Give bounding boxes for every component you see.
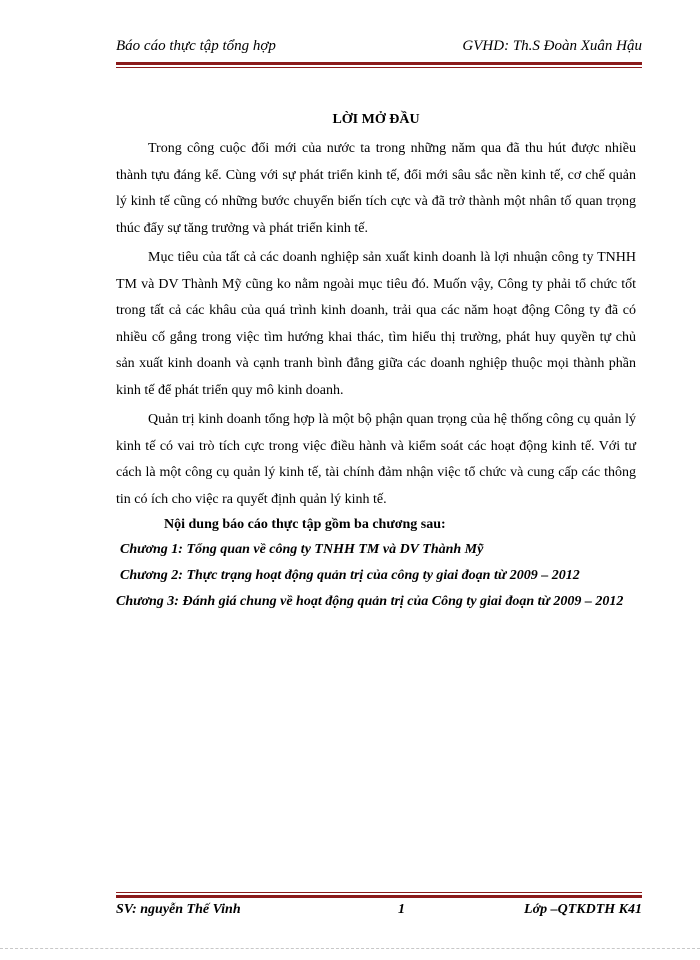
page-body	[116, 110, 636, 615]
chapter-2: Chương 2: Thực trạng hoạt động quản trị của công ty giai đoạn từ 2009 – 2012	[120, 568, 580, 583]
contents-heading: Nội dung báo cáo thực tập gồm ba chương sau:	[164, 517, 446, 532]
header-report-title: Báo cáo thực tập tổng hợp	[116, 38, 276, 54]
header-rule-thick	[116, 62, 642, 65]
paragraph-1: Trong công cuộc đổi mới của nước ta trong những năm qua đã thu hút được nhiều thành tựu đáng kể. Cùng với sự phát triển kinh tế, đổi mới sâu sắc nền kinh tế, cơ chế quản lý kinh tế cũng có những bước chuyển biến tích cực và đã trở thành một nhân tố quan trọng thúc đẩy sự tăng trưởng và phát triển kinh tế.	[116, 141, 636, 236]
page-break-line	[0, 948, 700, 949]
footer-class: Lớp –QTKDTH K41	[524, 902, 642, 917]
page-footer	[116, 902, 642, 924]
chapter-3: Chương 3: Đánh giá chung về hoạt động quản trị của Công ty giai đoạn từ 2009 – 2012	[116, 594, 624, 609]
header-supervisor: GVHD: Th.S Đoàn Xuân Hậu	[462, 38, 642, 54]
paragraph-2: Mục tiêu của tất cả các doanh nghiệp sản xuất kinh doanh là lợi nhuận công ty TNHH TM và DV Thành Mỹ cũng ko nằm ngoài mục tiêu đó. Muốn vậy, Công ty phải tổ chức tốt trong tất cả các khâu của quá trình kinh doanh, trải qua các năm hoạt động Công ty đã có nhiều cố gắng trong việc tìm hướng khai thác, tìm hiểu thị trường, phát huy quyền tự chủ sản xuất kinh doanh và cạnh tranh bình đẳng giữa các doanh nghiệp thuộc mọi thành phần kinh tế để phát triển quy mô kinh doanh.	[116, 250, 636, 398]
chapter-1: Chương 1: Tổng quan về công ty TNHH TM và DV Thành Mỹ	[120, 542, 484, 557]
footer-rule-thick	[116, 895, 642, 898]
footer-rule-thin	[116, 892, 642, 893]
paragraph-3: Quản trị kinh doanh tổng hợp là một bộ phận quan trọng của hệ thống công cụ quản lý kinh tế có vai trò tích cực trong việc điều hành và kiểm soát các hoạt động kinh tế. Với tư cách là một công cụ quản lý kinh tế, tài chính đảm nhận việc tổ chức và cung cấp các thông tin có ích cho việc ra quyết định quản lý kinh tế.	[116, 412, 636, 507]
page-number: 1	[398, 902, 405, 917]
footer-student: SV: nguyễn Thế Vinh	[116, 902, 241, 917]
page-title: LỜI MỞ ĐẦU	[332, 112, 420, 127]
header-rule-thin	[116, 67, 642, 68]
page-header	[116, 38, 642, 62]
